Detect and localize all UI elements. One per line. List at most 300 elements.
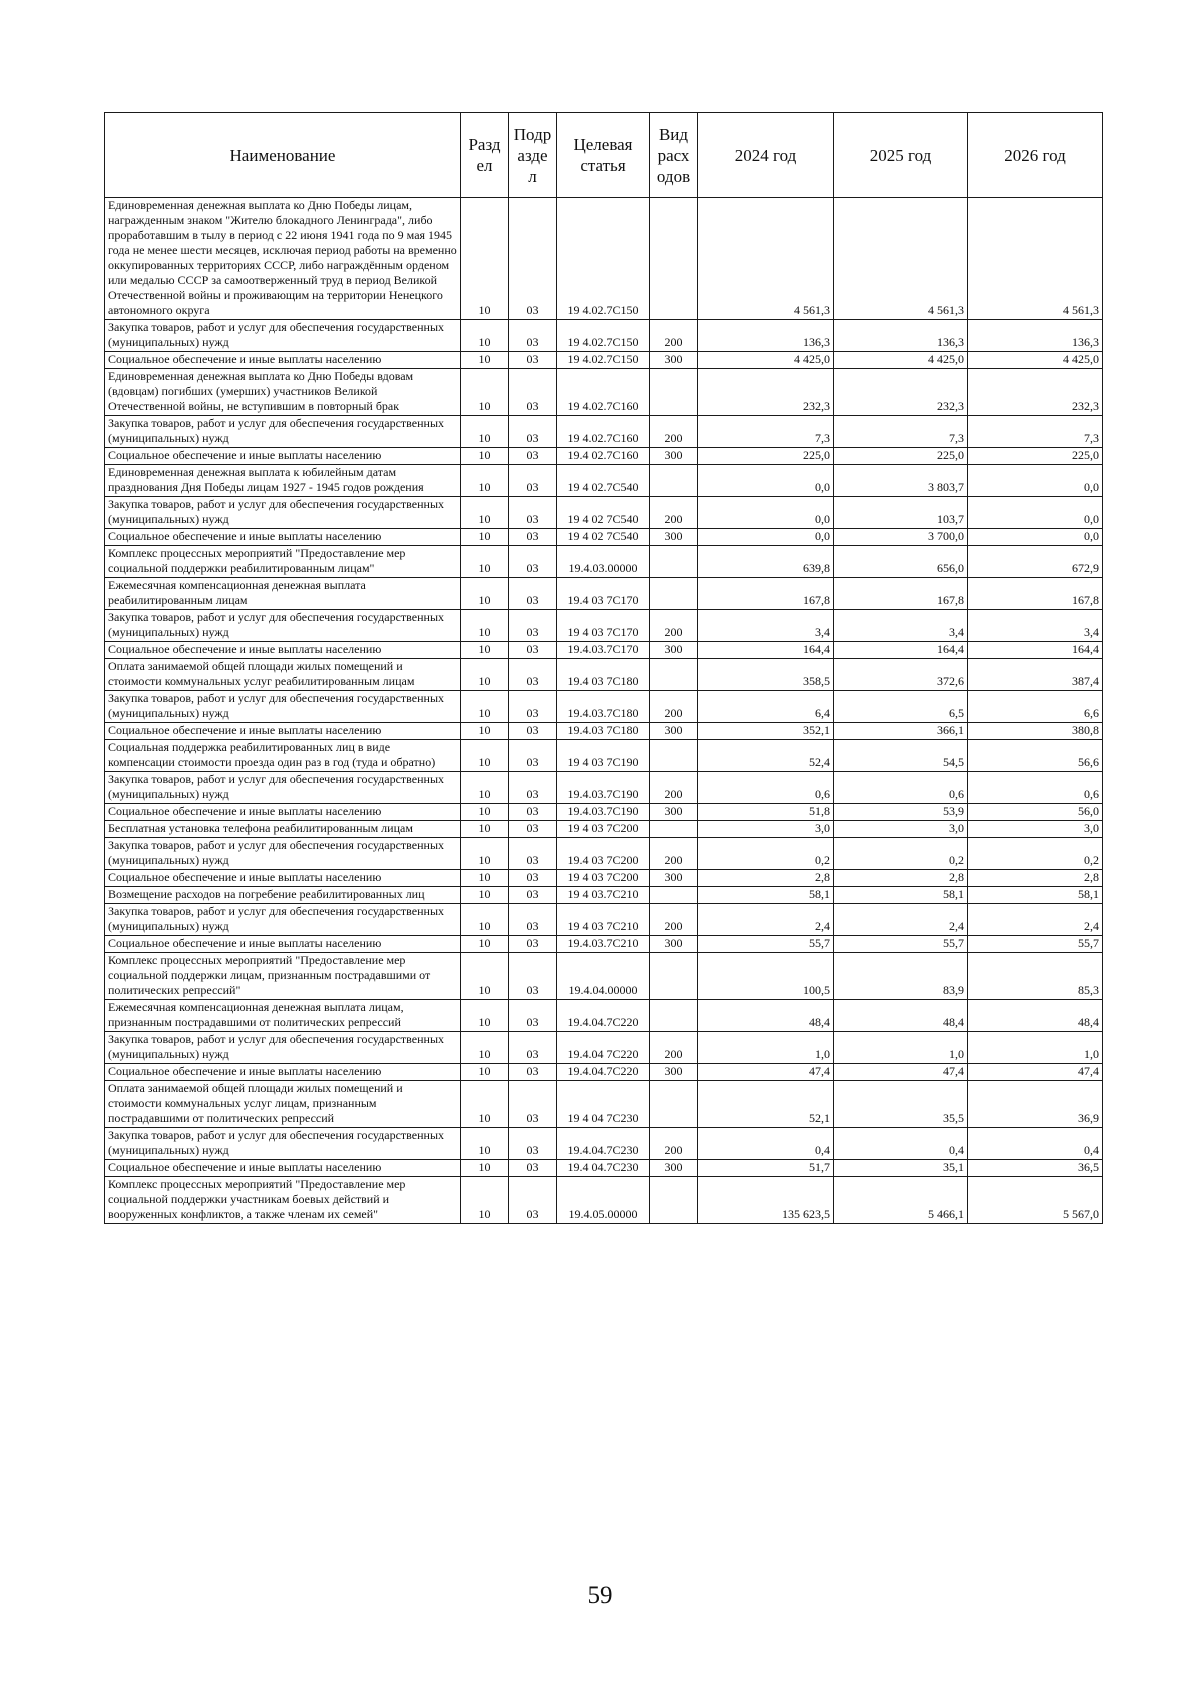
cell-target: 19 4 03 7С170 [557, 610, 650, 642]
table-row [105, 352, 1103, 369]
cell-y2025: 164,4 [834, 642, 968, 659]
cell-target: 19.4.04.7С220 [557, 1000, 650, 1032]
cell-y2025: 366,1 [834, 723, 968, 740]
cell-name: Социальное обеспечение и иные выплаты населению [105, 448, 461, 465]
cell-y2024: 0,0 [698, 465, 834, 497]
cell-razdel: 10 [461, 198, 509, 320]
cell-y2024: 0,2 [698, 838, 834, 870]
cell-target: 19 4 03 7С190 [557, 740, 650, 772]
cell-target: 19.4.04 7С220 [557, 1032, 650, 1064]
cell-podrazdel: 03 [509, 723, 557, 740]
cell-razdel: 10 [461, 642, 509, 659]
table-row [105, 610, 1103, 642]
cell-y2025: 3 700,0 [834, 529, 968, 546]
table-row [105, 870, 1103, 887]
cell-target: 19.4 04.7С230 [557, 1160, 650, 1177]
cell-razdel: 10 [461, 904, 509, 936]
cell-razdel: 10 [461, 529, 509, 546]
cell-name: Ежемесячная компенсационная денежная выплата лицам, признанным пострадавшими от политических репрессий [105, 1000, 461, 1032]
cell-razdel: 10 [461, 723, 509, 740]
cell-vid [650, 1000, 698, 1032]
cell-razdel: 10 [461, 1081, 509, 1128]
cell-podrazdel: 03 [509, 416, 557, 448]
cell-y2024: 47,4 [698, 1064, 834, 1081]
cell-y2024: 51,8 [698, 804, 834, 821]
cell-y2025: 656,0 [834, 546, 968, 578]
cell-razdel: 10 [461, 369, 509, 416]
table-row [105, 804, 1103, 821]
cell-y2025: 0,4 [834, 1128, 968, 1160]
cell-y2024: 52,1 [698, 1081, 834, 1128]
cell-vid: 200 [650, 1128, 698, 1160]
cell-y2025: 167,8 [834, 578, 968, 610]
cell-podrazdel: 03 [509, 1064, 557, 1081]
cell-y2025: 0,2 [834, 838, 968, 870]
cell-razdel: 10 [461, 953, 509, 1000]
cell-y2024: 639,8 [698, 546, 834, 578]
table-row [105, 497, 1103, 529]
cell-y2024: 4 425,0 [698, 352, 834, 369]
cell-y2024: 358,5 [698, 659, 834, 691]
cell-name: Закупка товаров, работ и услуг для обеспечения государственных (муниципальных) нужд [105, 320, 461, 352]
cell-y2024: 7,3 [698, 416, 834, 448]
cell-podrazdel: 03 [509, 936, 557, 953]
cell-name: Социальное обеспечение и иные выплаты населению [105, 529, 461, 546]
cell-vid: 300 [650, 642, 698, 659]
cell-target: 19.4 03 7С170 [557, 578, 650, 610]
cell-y2026: 48,4 [968, 1000, 1103, 1032]
cell-name: Оплата занимаемой общей площади жилых помещений и стоимости коммунальных услуг лицам, признанным пострадавшими от политических репрессий [105, 1081, 461, 1128]
cell-vid: 200 [650, 497, 698, 529]
cell-y2025: 3 803,7 [834, 465, 968, 497]
cell-vid: 300 [650, 352, 698, 369]
cell-y2026: 56,6 [968, 740, 1103, 772]
cell-y2026: 164,4 [968, 642, 1103, 659]
cell-name: Закупка товаров, работ и услуг для обеспечения государственных (муниципальных) нужд [105, 416, 461, 448]
cell-y2026: 225,0 [968, 448, 1103, 465]
cell-name: Закупка товаров, работ и услуг для обеспечения государственных (муниципальных) нужд [105, 610, 461, 642]
table-row [105, 887, 1103, 904]
cell-y2024: 225,0 [698, 448, 834, 465]
cell-name: Социальное обеспечение и иные выплаты населению [105, 352, 461, 369]
cell-podrazdel: 03 [509, 546, 557, 578]
cell-y2025: 47,4 [834, 1064, 968, 1081]
cell-target: 19 4.02.7С150 [557, 198, 650, 320]
cell-podrazdel: 03 [509, 369, 557, 416]
cell-razdel: 10 [461, 838, 509, 870]
header-name: Наименование [105, 113, 461, 198]
cell-target: 19.4.03 7С180 [557, 723, 650, 740]
cell-y2025: 35,1 [834, 1160, 968, 1177]
cell-razdel: 10 [461, 659, 509, 691]
cell-razdel: 10 [461, 804, 509, 821]
cell-podrazdel: 03 [509, 772, 557, 804]
cell-vid: 300 [650, 1160, 698, 1177]
cell-vid: 300 [650, 448, 698, 465]
cell-target: 19.4 03 7С180 [557, 659, 650, 691]
cell-y2024: 2,8 [698, 870, 834, 887]
cell-y2024: 0,0 [698, 529, 834, 546]
cell-y2026: 136,3 [968, 320, 1103, 352]
cell-razdel: 10 [461, 1128, 509, 1160]
cell-podrazdel: 03 [509, 610, 557, 642]
cell-vid [650, 546, 698, 578]
cell-name: Закупка товаров, работ и услуг для обеспечения государственных (муниципальных) нужд [105, 1032, 461, 1064]
cell-target: 19 4 02 7С540 [557, 529, 650, 546]
cell-name: Социальное обеспечение и иные выплаты населению [105, 936, 461, 953]
cell-podrazdel: 03 [509, 497, 557, 529]
table-row [105, 838, 1103, 870]
table-row [105, 448, 1103, 465]
table-row [105, 723, 1103, 740]
table-body [105, 198, 1103, 1224]
table-row [105, 772, 1103, 804]
cell-y2026: 0,0 [968, 529, 1103, 546]
cell-name: Комплекс процессных мероприятий "Предоставление мер социальной поддержки реабилитированным лицам" [105, 546, 461, 578]
cell-razdel: 10 [461, 740, 509, 772]
cell-y2026: 2,4 [968, 904, 1103, 936]
cell-name: Единовременная денежная выплата ко Дню Победы вдовам (вдовцам) погибших (умерших) участников Великой Отечественной войны, не вступившим в повторный брак [105, 369, 461, 416]
cell-target: 19 4 04 7С230 [557, 1081, 650, 1128]
cell-name: Социальное обеспечение и иные выплаты населению [105, 1064, 461, 1081]
cell-y2026: 56,0 [968, 804, 1103, 821]
table-row [105, 740, 1103, 772]
cell-razdel: 10 [461, 936, 509, 953]
cell-y2025: 35,5 [834, 1081, 968, 1128]
cell-name: Возмещение расходов на погребение реабилитированных лиц [105, 887, 461, 904]
cell-vid: 200 [650, 416, 698, 448]
table-row [105, 465, 1103, 497]
cell-target: 19 4 03.7С210 [557, 887, 650, 904]
cell-y2025: 4 561,3 [834, 198, 968, 320]
cell-y2024: 136,3 [698, 320, 834, 352]
cell-y2024: 3,0 [698, 821, 834, 838]
cell-y2025: 1,0 [834, 1032, 968, 1064]
cell-target: 19 4.02.7С150 [557, 320, 650, 352]
cell-y2025: 58,1 [834, 887, 968, 904]
page-number: 59 [587, 1582, 613, 1609]
cell-y2026: 2,8 [968, 870, 1103, 887]
cell-podrazdel: 03 [509, 740, 557, 772]
cell-name: Комплекс процессных мероприятий "Предоставление мер социальной поддержки лицам, признанным пострадавшими от политических репрессий" [105, 953, 461, 1000]
cell-vid: 300 [650, 804, 698, 821]
cell-target: 19.4 02.7С160 [557, 448, 650, 465]
cell-podrazdel: 03 [509, 821, 557, 838]
cell-name: Закупка товаров, работ и услуг для обеспечения государственных (муниципальных) нужд [105, 838, 461, 870]
cell-name: Ежемесячная компенсационная денежная выплата реабилитированным лицам [105, 578, 461, 610]
cell-y2025: 55,7 [834, 936, 968, 953]
cell-vid: 200 [650, 691, 698, 723]
cell-razdel: 10 [461, 821, 509, 838]
cell-vid: 200 [650, 320, 698, 352]
cell-podrazdel: 03 [509, 320, 557, 352]
cell-y2024: 352,1 [698, 723, 834, 740]
budget-table [104, 112, 1103, 1224]
table-row [105, 578, 1103, 610]
cell-y2025: 2,8 [834, 870, 968, 887]
cell-y2025: 4 425,0 [834, 352, 968, 369]
cell-y2026: 3,0 [968, 821, 1103, 838]
cell-target: 19 4.02.7С150 [557, 352, 650, 369]
cell-target: 19.4.04.7С220 [557, 1064, 650, 1081]
table-row [105, 1160, 1103, 1177]
table-row [105, 1000, 1103, 1032]
cell-y2025: 53,9 [834, 804, 968, 821]
cell-razdel: 10 [461, 870, 509, 887]
cell-target: 19 4 02 7С540 [557, 497, 650, 529]
cell-target: 19.4.05.00000 [557, 1177, 650, 1224]
table-row [105, 936, 1103, 953]
cell-y2026: 85,3 [968, 953, 1103, 1000]
cell-target: 19 4 03 7С210 [557, 904, 650, 936]
table-row [105, 198, 1103, 320]
cell-y2026: 4 425,0 [968, 352, 1103, 369]
cell-name: Закупка товаров, работ и услуг для обеспечения государственных (муниципальных) нужд [105, 772, 461, 804]
cell-vid: 200 [650, 904, 698, 936]
cell-y2026: 36,5 [968, 1160, 1103, 1177]
cell-target: 19.4.03.7С210 [557, 936, 650, 953]
cell-y2025: 372,6 [834, 659, 968, 691]
cell-y2024: 164,4 [698, 642, 834, 659]
cell-podrazdel: 03 [509, 1128, 557, 1160]
cell-target: 19 4 03 7С200 [557, 821, 650, 838]
table-row [105, 821, 1103, 838]
cell-razdel: 10 [461, 320, 509, 352]
cell-podrazdel: 03 [509, 1081, 557, 1128]
header-2024: 2024 год [698, 113, 834, 198]
cell-vid [650, 887, 698, 904]
cell-y2024: 0,4 [698, 1128, 834, 1160]
cell-vid [650, 740, 698, 772]
cell-name: Закупка товаров, работ и услуг для обеспечения государственных (муниципальных) нужд [105, 1128, 461, 1160]
cell-y2026: 3,4 [968, 610, 1103, 642]
cell-vid: 200 [650, 610, 698, 642]
cell-vid [650, 578, 698, 610]
cell-razdel: 10 [461, 546, 509, 578]
cell-y2026: 6,6 [968, 691, 1103, 723]
header-2025: 2025 год [834, 113, 968, 198]
table-row [105, 953, 1103, 1000]
cell-razdel: 10 [461, 1000, 509, 1032]
cell-y2026: 0,2 [968, 838, 1103, 870]
cell-vid [650, 821, 698, 838]
table-row [105, 904, 1103, 936]
cell-vid: 300 [650, 870, 698, 887]
cell-y2025: 3,0 [834, 821, 968, 838]
cell-y2025: 232,3 [834, 369, 968, 416]
cell-y2025: 3,4 [834, 610, 968, 642]
cell-vid: 300 [650, 723, 698, 740]
cell-vid [650, 1177, 698, 1224]
cell-y2024: 2,4 [698, 904, 834, 936]
cell-podrazdel: 03 [509, 352, 557, 369]
cell-y2024: 6,4 [698, 691, 834, 723]
cell-podrazdel: 03 [509, 1000, 557, 1032]
cell-vid [650, 369, 698, 416]
cell-name: Социальное обеспечение и иные выплаты населению [105, 642, 461, 659]
cell-name: Социальное обеспечение и иные выплаты населению [105, 804, 461, 821]
cell-razdel: 10 [461, 1160, 509, 1177]
cell-vid: 300 [650, 1064, 698, 1081]
cell-y2025: 7,3 [834, 416, 968, 448]
cell-name: Единовременная денежная выплата к юбилейным датам празднования Дня Победы лицам 1927 - 1945 годов рождения [105, 465, 461, 497]
cell-target: 19 4.02.7С160 [557, 416, 650, 448]
cell-razdel: 10 [461, 1032, 509, 1064]
cell-razdel: 10 [461, 497, 509, 529]
cell-target: 19 4.02.7С160 [557, 369, 650, 416]
cell-name: Социальное обеспечение и иные выплаты населению [105, 870, 461, 887]
cell-y2026: 55,7 [968, 936, 1103, 953]
table-row [105, 1177, 1103, 1224]
cell-y2025: 2,4 [834, 904, 968, 936]
table-row [105, 691, 1103, 723]
cell-y2024: 232,3 [698, 369, 834, 416]
header-2026: 2026 год [968, 113, 1103, 198]
cell-podrazdel: 03 [509, 838, 557, 870]
cell-y2026: 387,4 [968, 659, 1103, 691]
cell-y2024: 100,5 [698, 953, 834, 1000]
table-row [105, 529, 1103, 546]
table-row [105, 1128, 1103, 1160]
cell-target: 19.4.03.7С180 [557, 691, 650, 723]
cell-podrazdel: 03 [509, 659, 557, 691]
cell-y2025: 136,3 [834, 320, 968, 352]
cell-target: 19.4.03.00000 [557, 546, 650, 578]
cell-y2024: 0,6 [698, 772, 834, 804]
cell-y2024: 55,7 [698, 936, 834, 953]
cell-podrazdel: 03 [509, 642, 557, 659]
cell-y2026: 672,9 [968, 546, 1103, 578]
table-header-row [105, 113, 1103, 198]
cell-y2024: 167,8 [698, 578, 834, 610]
cell-podrazdel: 03 [509, 578, 557, 610]
cell-y2025: 103,7 [834, 497, 968, 529]
cell-name: Закупка товаров, работ и услуг для обеспечения государственных (муниципальных) нужд [105, 497, 461, 529]
cell-y2025: 54,5 [834, 740, 968, 772]
cell-y2026: 0,4 [968, 1128, 1103, 1160]
cell-podrazdel: 03 [509, 448, 557, 465]
header-podrazdel: Подр азде л [509, 113, 557, 198]
cell-podrazdel: 03 [509, 804, 557, 821]
cell-y2026: 0,0 [968, 465, 1103, 497]
cell-name: Комплекс процессных мероприятий "Предоставление мер социальной поддержки участникам боевых действий и вооруженных конфликтов, а также членам их семей" [105, 1177, 461, 1224]
cell-y2026: 380,8 [968, 723, 1103, 740]
cell-podrazdel: 03 [509, 1160, 557, 1177]
cell-name: Социальная поддержка реабилитированных лиц в виде компенсации стоимости проезда один раз в год (туда и обратно) [105, 740, 461, 772]
cell-target: 19.4.03.7С190 [557, 804, 650, 821]
cell-podrazdel: 03 [509, 465, 557, 497]
cell-razdel: 10 [461, 352, 509, 369]
cell-target: 19 4 02.7С540 [557, 465, 650, 497]
cell-y2026: 232,3 [968, 369, 1103, 416]
table-row [105, 546, 1103, 578]
cell-podrazdel: 03 [509, 691, 557, 723]
cell-razdel: 10 [461, 691, 509, 723]
cell-y2025: 225,0 [834, 448, 968, 465]
table-row [105, 320, 1103, 352]
cell-podrazdel: 03 [509, 953, 557, 1000]
cell-razdel: 10 [461, 448, 509, 465]
cell-name: Оплата занимаемой общей площади жилых помещений и стоимости коммунальных услуг реабилитированным лицам [105, 659, 461, 691]
cell-podrazdel: 03 [509, 1177, 557, 1224]
cell-target: 19.4.03.7С190 [557, 772, 650, 804]
cell-y2025: 48,4 [834, 1000, 968, 1032]
cell-podrazdel: 03 [509, 1032, 557, 1064]
cell-y2026: 47,4 [968, 1064, 1103, 1081]
cell-name: Социальное обеспечение и иные выплаты населению [105, 723, 461, 740]
cell-target: 19 4 03 7С200 [557, 870, 650, 887]
cell-y2026: 0,0 [968, 497, 1103, 529]
cell-vid [650, 953, 698, 1000]
table-row [105, 659, 1103, 691]
cell-y2025: 0,6 [834, 772, 968, 804]
cell-podrazdel: 03 [509, 904, 557, 936]
cell-razdel: 10 [461, 465, 509, 497]
cell-target: 19.4.03.7С170 [557, 642, 650, 659]
cell-name: Единовременная денежная выплата ко Дню Победы лицам, награжденным знаком "Жителю блокадного Ленинграда", либо проработавшим в тылу в период с 22 июня 1941 года по 9 мая 1945 года не менее шести месяцев, исключая период работы на временно оккупированных территориях СССР, либо награждённым орденом или медалью СССР за самоотверженный труд в период Великой Отечественной войны и проживающим на территории Ненецкого автономного округа [105, 198, 461, 320]
cell-y2024: 1,0 [698, 1032, 834, 1064]
cell-razdel: 10 [461, 772, 509, 804]
cell-vid: 200 [650, 1032, 698, 1064]
cell-y2026: 167,8 [968, 578, 1103, 610]
cell-razdel: 10 [461, 416, 509, 448]
cell-name: Закупка товаров, работ и услуг для обеспечения государственных (муниципальных) нужд [105, 691, 461, 723]
cell-y2024: 48,4 [698, 1000, 834, 1032]
cell-y2026: 36,9 [968, 1081, 1103, 1128]
cell-vid [650, 198, 698, 320]
cell-razdel: 10 [461, 610, 509, 642]
cell-y2024: 3,4 [698, 610, 834, 642]
cell-target: 19.4 03 7С200 [557, 838, 650, 870]
table-row [105, 642, 1103, 659]
cell-y2025: 6,5 [834, 691, 968, 723]
cell-vid: 200 [650, 772, 698, 804]
cell-y2025: 83,9 [834, 953, 968, 1000]
cell-razdel: 10 [461, 1177, 509, 1224]
cell-name: Бесплатная установка телефона реабилитированным лицам [105, 821, 461, 838]
cell-y2026: 1,0 [968, 1032, 1103, 1064]
cell-razdel: 10 [461, 578, 509, 610]
table-row [105, 1032, 1103, 1064]
cell-vid: 200 [650, 838, 698, 870]
table-row [105, 1064, 1103, 1081]
cell-podrazdel: 03 [509, 887, 557, 904]
cell-razdel: 10 [461, 1064, 509, 1081]
header-target: Целевая статья [557, 113, 650, 198]
cell-razdel: 10 [461, 887, 509, 904]
cell-target: 19.4.04.00000 [557, 953, 650, 1000]
cell-y2024: 52,4 [698, 740, 834, 772]
cell-target: 19.4.04.7С230 [557, 1128, 650, 1160]
table-row [105, 416, 1103, 448]
header-razdel: Разд ел [461, 113, 509, 198]
cell-podrazdel: 03 [509, 870, 557, 887]
table-row [105, 369, 1103, 416]
table-row [105, 1081, 1103, 1128]
cell-vid [650, 659, 698, 691]
cell-y2026: 58,1 [968, 887, 1103, 904]
cell-y2026: 7,3 [968, 416, 1103, 448]
cell-vid: 300 [650, 936, 698, 953]
header-vid: Вид расх одов [650, 113, 698, 198]
cell-vid [650, 1081, 698, 1128]
cell-podrazdel: 03 [509, 198, 557, 320]
cell-y2025: 5 466,1 [834, 1177, 968, 1224]
cell-y2026: 4 561,3 [968, 198, 1103, 320]
cell-y2026: 0,6 [968, 772, 1103, 804]
cell-y2024: 51,7 [698, 1160, 834, 1177]
cell-podrazdel: 03 [509, 529, 557, 546]
